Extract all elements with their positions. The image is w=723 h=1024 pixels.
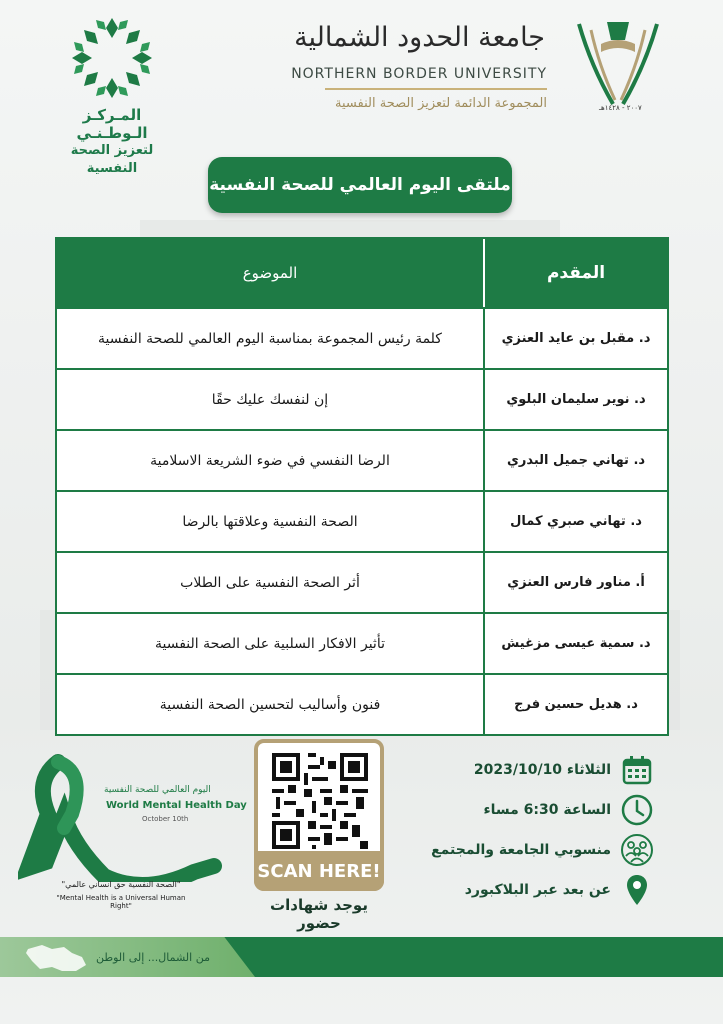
event-date: الثلاثاء 2023/10/10 [473, 762, 611, 778]
presenter-cell: د. تهاني صبري كمال [483, 492, 667, 551]
event-title: ملتقى اليوم العالمي للصحة النفسية [208, 157, 512, 213]
certificate-note: يوجد شهادات حضور [270, 896, 368, 932]
event-location: عن بعد عبر البلاكبورد [464, 882, 611, 898]
clock-icon [619, 792, 655, 828]
presenter-cell: د. هديل حسين فرج [483, 675, 667, 734]
quote-arabic: "الصحة النفسية حق انساني عالمي" [61, 880, 181, 889]
info-audience [431, 832, 655, 868]
university-name-english: NORTHERN BORDER UNIVERSITY [291, 66, 547, 82]
ribbon-arabic-title: اليوم العالمي للصحة النفسية [104, 785, 211, 795]
table-row [57, 490, 667, 551]
quote-english: "Mental Health is a Universal Human Right" [56, 894, 186, 910]
topic-cell: فنون وأساليب لتحسين الصحة النفسية [159, 696, 381, 713]
presenter-cell: أ. مناور فارس العنزي [483, 553, 667, 612]
emblem-year: ٢٠٠٧ - ١٤٢٨هـ [599, 104, 642, 112]
header-divider [325, 88, 547, 90]
presenter-cell: د. نوير سليمان البلوي [483, 370, 667, 429]
ribbon-date: October 10th [142, 815, 189, 823]
table-row [57, 307, 667, 368]
people-icon [619, 832, 655, 868]
info-time [455, 792, 655, 828]
event-audience: منسوبي الجامعة والمجتمع [431, 842, 611, 858]
national-center-logo [52, 12, 172, 176]
table-row [57, 429, 667, 490]
green-ribbon-icon [18, 752, 233, 882]
national-center-subtitle: لتعزيز الصحة النفسية [70, 143, 154, 176]
national-center-emblem-icon [66, 12, 158, 104]
topic-cell: الصحة النفسية وعلاقتها بالرضا [182, 513, 358, 530]
university-header [255, 16, 675, 120]
topic-cell: أثر الصحة النفسية على الطلاب [180, 574, 360, 591]
topic-cell: تأثير الافكار السلبية على الصحة النفسية [155, 635, 385, 652]
topic-cell: إن لنفسك عليك حقًا [211, 391, 329, 408]
presenter-cell: د. تهاني جميل البدري [483, 431, 667, 490]
ribbon-english-title: World Mental Health Day [106, 800, 247, 811]
group-name: المجموعة الدائمة لتعزيز الصحة النفسية [335, 96, 547, 111]
info-date [455, 752, 655, 788]
topic-header: الموضوع [242, 264, 298, 282]
saudi-map-icon [24, 943, 88, 973]
national-center-name: المـركـز الـوطـنـي [76, 106, 148, 142]
qr-code-icon[interactable] [272, 753, 368, 849]
event-time: الساعة 6:30 مساء [483, 802, 611, 818]
qr-code-card[interactable] [254, 739, 384, 891]
schedule-table [55, 237, 669, 736]
footer-slogan: من الشمال... إلى الوطن [96, 951, 210, 964]
calendar-icon [619, 752, 655, 788]
table-header-row [57, 239, 667, 307]
table-row [57, 551, 667, 612]
topic-cell: كلمة رئيس المجموعة بمناسبة اليوم العالمي للصحة النفسية [98, 330, 442, 347]
scan-here-label: SCAN HERE! [254, 851, 384, 891]
table-row [57, 368, 667, 429]
presenter-cell: د. سمية عيسى مزغيش [483, 614, 667, 673]
topic-cell: الرضا النفسي في ضوء الشريعة الاسلامية [150, 452, 390, 469]
info-location [455, 872, 655, 908]
table-row [57, 612, 667, 673]
presenter-cell: د. مقبل بن عايد العنزي [483, 309, 667, 368]
location-pin-icon [619, 872, 655, 908]
university-name-arabic: جامعة الحدود الشمالية [294, 22, 545, 53]
table-row [57, 673, 667, 734]
presenter-header: المقدم [483, 239, 667, 307]
university-emblem [561, 16, 675, 120]
